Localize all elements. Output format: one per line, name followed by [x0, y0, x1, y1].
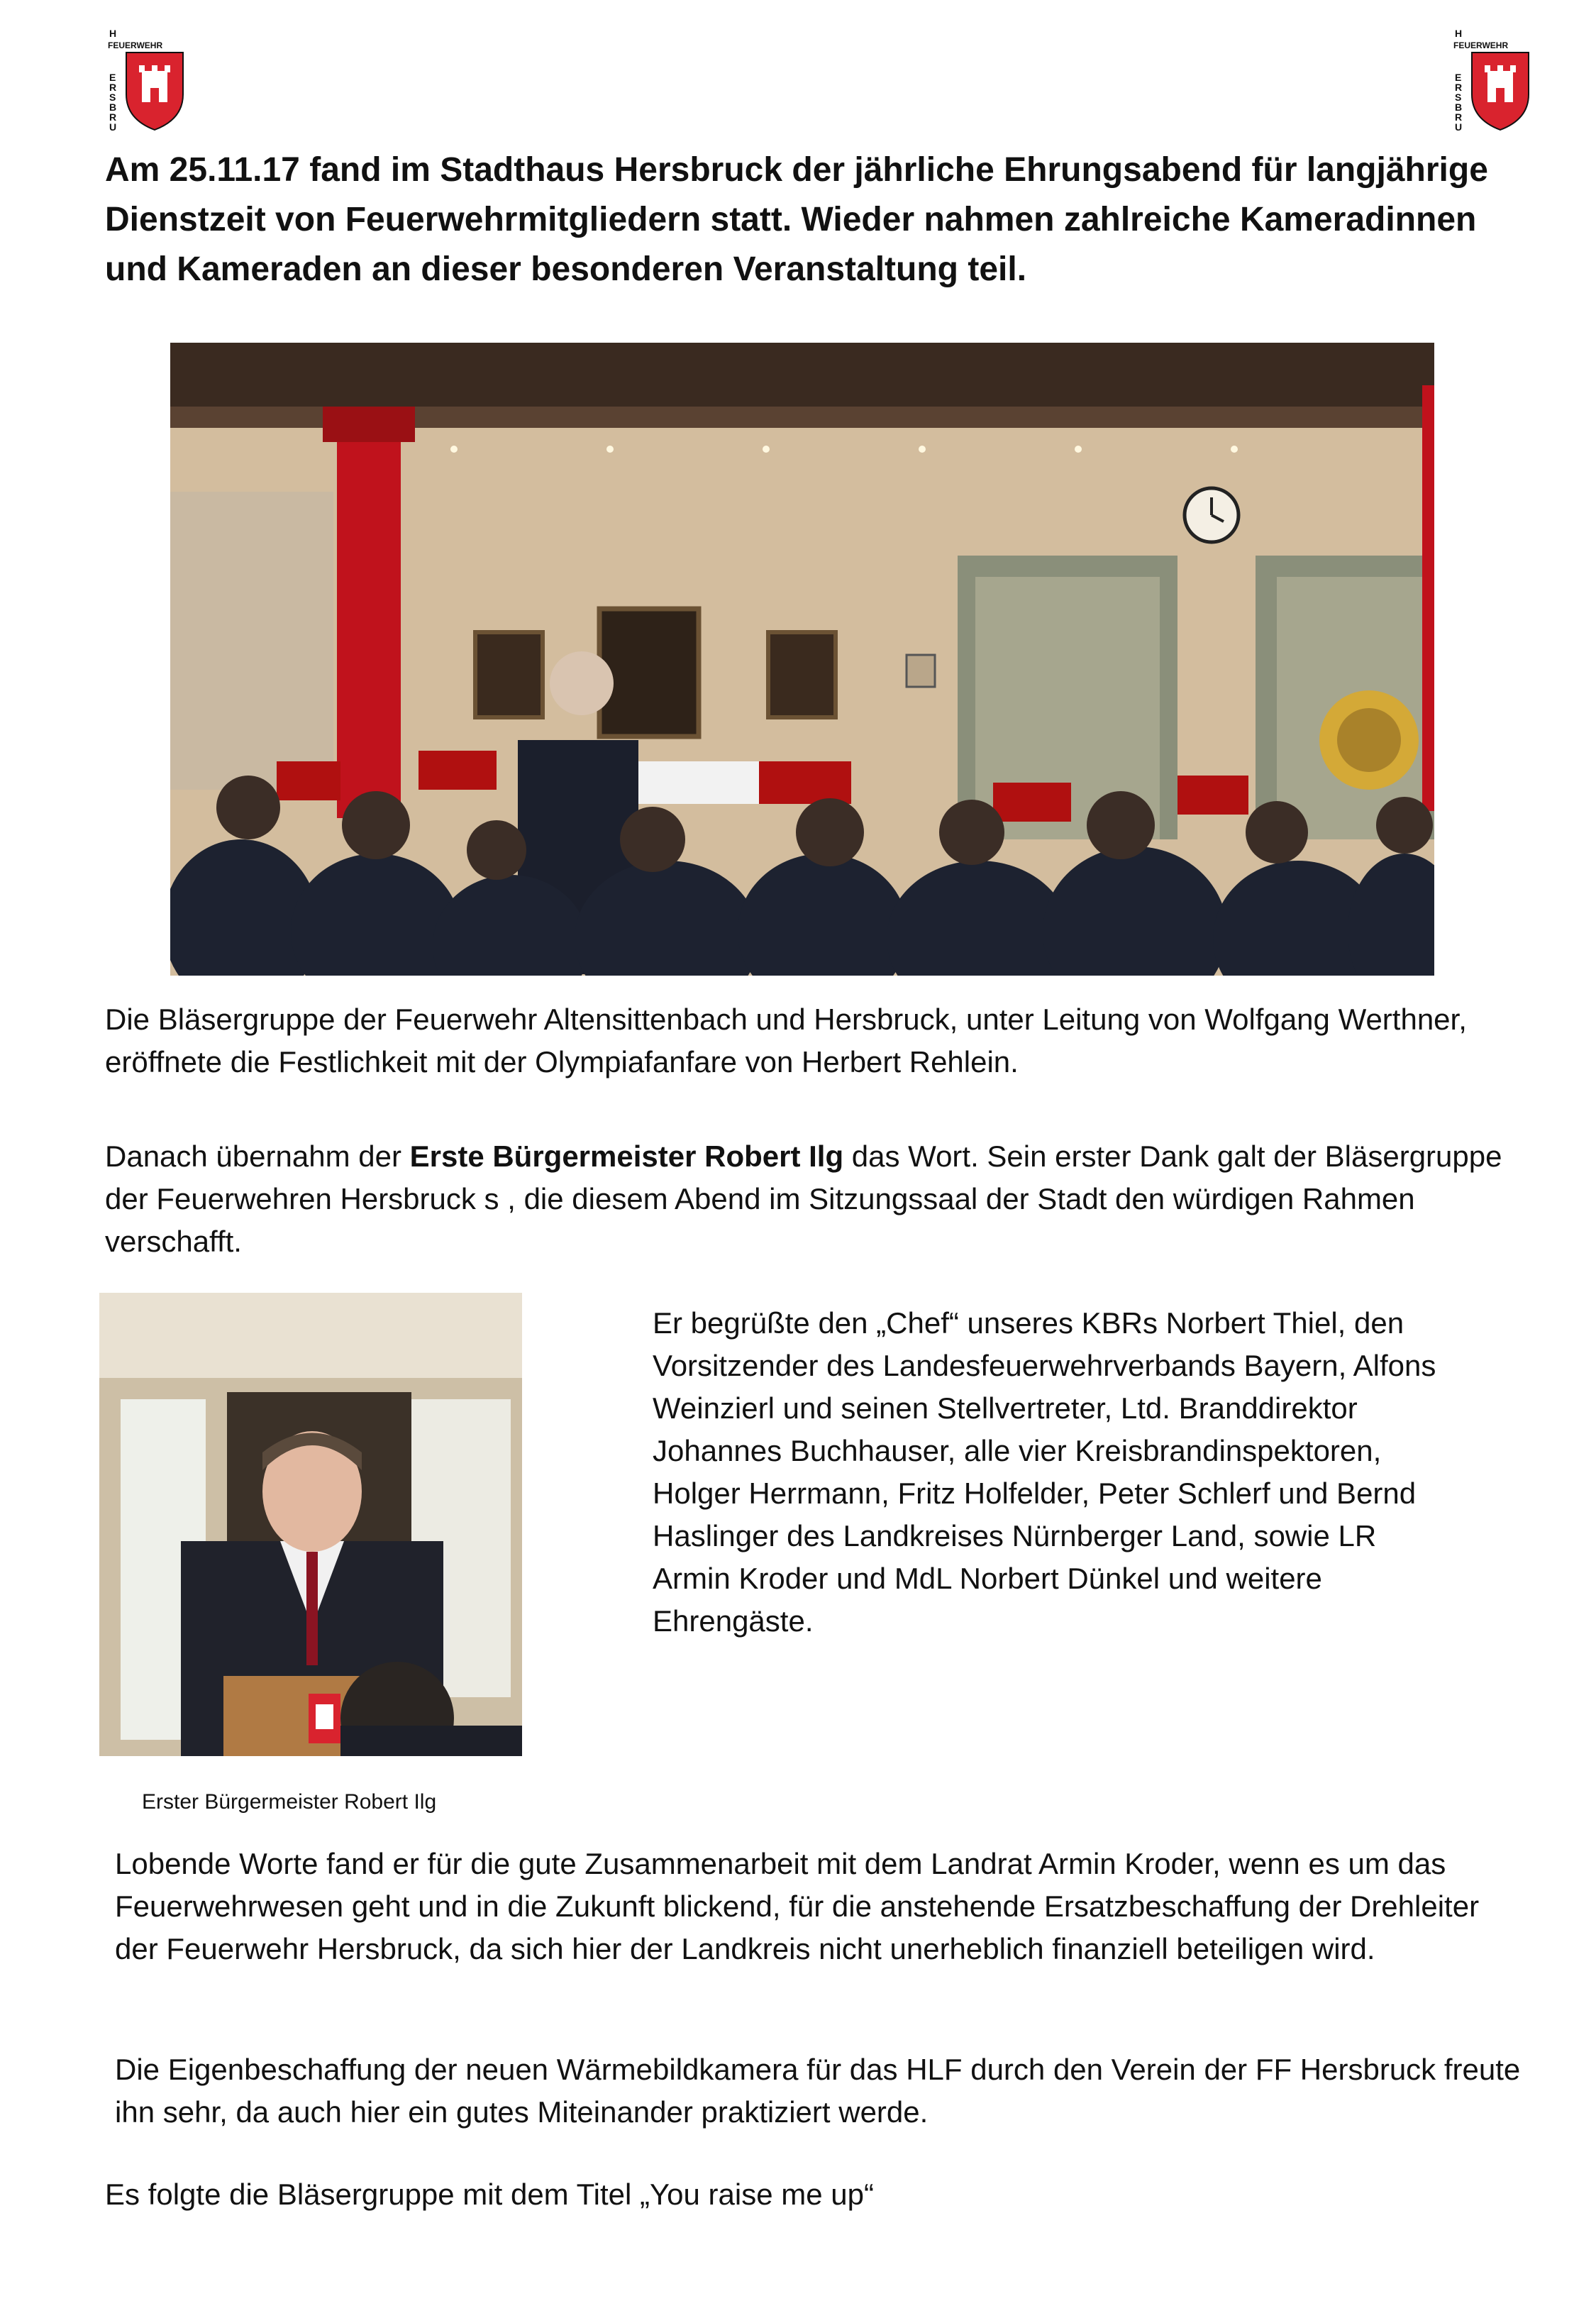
svg-text:R: R [1455, 111, 1463, 123]
svg-text:E: E [1455, 72, 1462, 83]
coat-of-arms-icon [105, 27, 211, 133]
event-hall-photo [170, 343, 1434, 976]
svg-text:U: U [1455, 121, 1463, 133]
coat-of-arms-icon [1451, 27, 1557, 133]
svg-text:S: S [109, 92, 116, 103]
svg-text:U: U [109, 121, 117, 133]
fire-department-logo-left [105, 27, 211, 133]
svg-text:H: H [109, 28, 117, 39]
svg-text:FEUERWEHR: FEUERWEHR [1453, 40, 1509, 50]
paragraph-praise: Lobende Worte fand er für die gute Zusammenarbeit mit dem Landrat Armin Kroder, wenn es um das Feuerwehrwesen geht und in die Zukunft blickend, für die anstehende Ersatzbeschaffung der Drehleiter der Feuerwehr Hersbruck, da sich hier der Landkreis nicht unerheblich finanziell beteiligen wird. [115, 1847, 1480, 1965]
paragraph-mayor-speech [105, 1135, 1517, 1263]
mayor-name-bold: Erste Bürgermeister Robert Ilg [409, 1140, 844, 1173]
svg-text:H: H [1455, 28, 1463, 39]
svg-text:R: R [1455, 82, 1463, 93]
paragraph-text: Danach übernahm der [105, 1140, 410, 1173]
paragraph-opening: Die Bläsergruppe der Feuerwehr Altensittenbach und Hersbruck, unter Leitung von Wolfgang Werthner, eröffnete die Festlichkeit mit der Olympiafanfare von Herbert Rehlein. [105, 1003, 1467, 1078]
page-headline: Am 25.11.17 fand im Stadthaus Hersbruck der jährliche Ehrungsabend für langjährige Dienstzeit von Feuerwehrmitgliedern statt. Wieder nahmen zahlreiche Kameradinnen und Kameraden an dieser besonderen Veranstaltung teil. [105, 151, 1488, 288]
portrait-caption: Erster Bürgermeister Robert Ilg [142, 1790, 437, 1814]
svg-text:B: B [1455, 101, 1463, 113]
svg-text:B: B [109, 101, 117, 113]
svg-text:E: E [109, 72, 116, 83]
svg-text:S: S [1455, 92, 1462, 103]
svg-text:R: R [109, 111, 117, 123]
fire-department-logo-right [1451, 27, 1557, 133]
paragraph-text: das Wort. Sein erster Dank galt der Bläsergruppe der Feuerwehren Hersbruck s , die diesem Abend im Sitzungssaal der Stadt den würdigen Rahmen verschafft. [105, 1140, 1502, 1258]
paragraph-greetings: Er begrüßte den „Chef“ unseres KBRs Norbert Thiel, den Vorsitzender des Landesfeuerwehrverbands Bayern, Alfons Weinzierl und seinen Stellvertreter, Ltd. Branddirektor Johannes Buchhauser, alle vier Kreisbrandinspektoren, Holger Herrmann, Fritz Holfelder, Peter Schlerf und Bernd Haslinger des Landkreises Nürnberger Land, sowie LR Armin Kroder und MdL Norbert Dünkel und weitere Ehrengäste. [653, 1306, 1436, 1638]
paragraph-thermal-camera: Die Eigenbeschaffung der neuen Wärmebildkamera für das HLF durch den Verein der FF Hersbruck freute ihn sehr, da auch hier ein gutes Miteinander praktiziert werde. [115, 2053, 1521, 2129]
paragraph-closing: Es folgte die Bläsergruppe mit dem Titel „You raise me up“ [105, 2178, 874, 2211]
svg-text:R: R [109, 82, 117, 93]
mayor-portrait-photo [99, 1293, 522, 1756]
svg-text:FEUERWEHR: FEUERWEHR [108, 40, 163, 50]
